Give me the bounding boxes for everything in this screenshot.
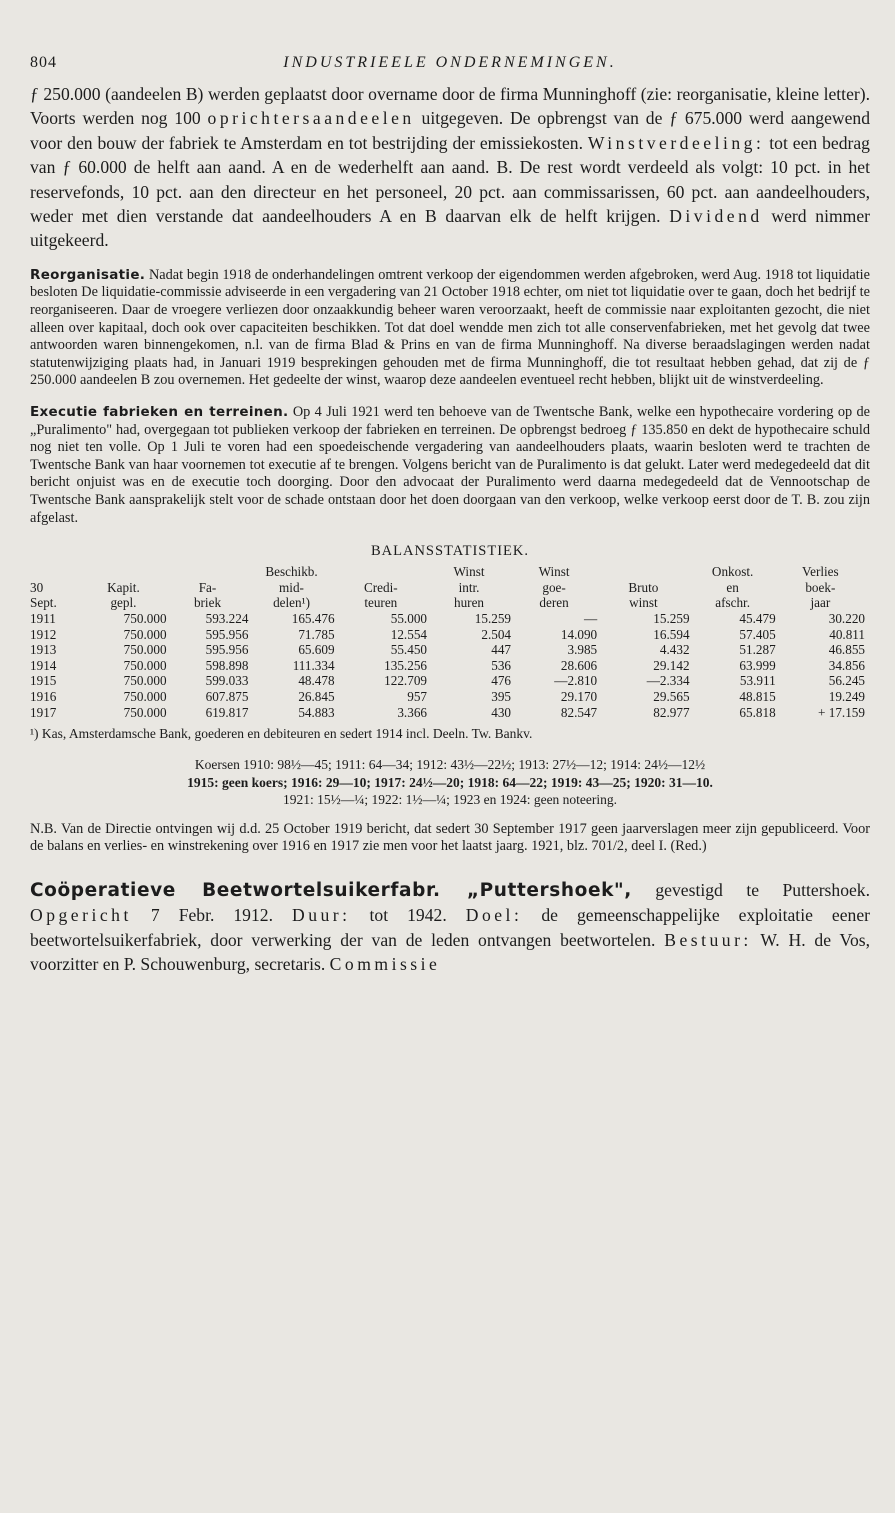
intro-text-3: tot een bedrag van ƒ 60.000 de helft aan aand. A en de wederhelft aan aand. B. De rest wordt verdeeld als volgt: 10 pct. in het reservefonds, 10 pct. aan den directeur en het personeel, 20 pct. aan commissarissen, 60 pct. aan aandeelhouders, weder met dien verstande dat aandeelhouders A en B daarvan elk de helft krijgen. <box>30 132 870 227</box>
table-cell: 63.999 <box>739 657 776 673</box>
nb-paragraph: N.B. Van de Directie ontvingen wij d.d. 25 October 1919 bericht, dat sedert 30 September 1917 geen jaarverslagen meer zijn gepubliceerd. Voor de balans en verlies- en winstrekening over 1916 en 1917 zie men voor het laatst jaarg. 1921, blz. 701/2, deel I. (Red.) <box>30 820 870 855</box>
table-header-cell: goe- <box>542 579 566 595</box>
table-header-row <box>30 595 865 611</box>
table-header-cell: Fa- <box>198 579 217 595</box>
table-cell: 29.170 <box>560 688 598 704</box>
company-text-3: tot 1942. <box>350 905 466 926</box>
table-cell: 2.504 <box>481 626 512 642</box>
balans-footnote: ¹) Kas, Amsterdamsche Bank, goederen en debiteuren en sedert 1914 incl. Deeln. Tw. Bankv. <box>30 726 533 742</box>
company-text-4: de gemeenschappelijke exploitatie eener beetwortelsuikerfabriek, door verwerking der van de leden ontvangen beetwortelen. <box>30 905 870 950</box>
intro-text-1: ƒ 250.000 (aandeelen B) werden geplaatst door overname door de firma Munninghoff (zie: reorganisatie, kleine letter). Voorts werden nog 100 <box>30 84 870 129</box>
table-cell: 165.476 <box>291 610 335 626</box>
winstverdeeling-term: Winstverdeeling: <box>587 132 765 153</box>
table-cell: 957 <box>407 688 427 704</box>
table-cell: 3.366 <box>397 704 427 720</box>
executie-paragraph <box>30 404 870 527</box>
table-cell: 65.818 <box>739 704 776 720</box>
table-header-row <box>30 564 865 580</box>
running-title: INDUSTRIEELE ONDERNEMINGEN. <box>283 54 617 71</box>
table-header-cell: Beschikb. <box>265 564 318 580</box>
table-cell: 82.977 <box>653 704 690 720</box>
table-cell: 595.956 <box>205 626 249 642</box>
table-cell: 1916 <box>30 688 57 704</box>
table-cell: 536 <box>491 657 512 673</box>
koersen-line-1: Koersen 1910: 98½—45; 1911: 64—34; 1912: 43½—22½; 1913: 27½—12; 1914: 24½—12½ <box>194 757 706 773</box>
table-row <box>30 658 865 674</box>
balans-title: BALANSSTATISTIEK. <box>370 543 530 560</box>
table-cell: 29.565 <box>653 688 690 704</box>
table-cell: 1913 <box>30 642 57 658</box>
table-cell: —2.334 <box>646 673 690 689</box>
table-cell: 395 <box>491 688 512 704</box>
table-cell: 1915 <box>30 673 57 689</box>
table-header-cell: mid- <box>279 579 304 595</box>
oprichtersaandeelen-term: oprichtersaandeelen <box>207 108 415 129</box>
table-header-cell <box>167 564 249 580</box>
table-header-cell: jaar <box>810 595 831 611</box>
company-paragraph <box>30 878 870 977</box>
table-cell: — <box>583 610 598 626</box>
table-cell: 54.883 <box>298 704 335 720</box>
reorganisatie-text: Nadat begin 1918 de onderhandelingen omtrent verkoop der eigendommen werden afgebroken, werd Aug. 1918 tot liquidatie besloten De liquidatie-commissie adviseerde in een vergadering van 21 October 1918 echter, om niet tot liquidatie over te gaan, doch het bedrijf te reorganiseeren. Daar de vroegere verliezen door onzaakkundig beheer waren veroorzaakt, heeft de commissie naar exploitanten gezocht, die niet alleen over kapitaal, doch ook over capaciteiten beschikken. Tot dat doel wendde men zich tot alle conservenfabrieken, met het gevolg dat twee antwoorden waren binnengekomen, n.l. van de firma Blad & Prins en van de firma Munninghoff. Na diverse beraadslagingen werden nadat statutenwijziging plaats had, in Januari 1919 besprekingen gehouden met de firma Munninghoff, die tot resultaat hebben gehad, dat zij de ƒ 250.000 aandeelen B zou overnemen. Het gedeelte der winst, waarop deze aandeelen eventueel recht hebben, blijkt uit de winstverdeeling. <box>30 266 870 389</box>
table-cell: 12.554 <box>390 626 427 642</box>
running-head <box>30 48 870 82</box>
table-header-cell: teuren <box>364 595 398 611</box>
table-cell: 48.478 <box>298 673 335 689</box>
table-cell: 1912 <box>30 626 57 642</box>
table-header-cell: Winst <box>453 564 485 580</box>
company-heading: Coöperatieve Beetwortelsuikerfabr. „Puttershoek", <box>30 879 632 901</box>
table-cell: 430 <box>491 704 512 720</box>
table-cell: 48.815 <box>739 688 776 704</box>
table-cell: 65.609 <box>298 642 335 658</box>
koersen-line-2: 1915: geen koers; 1916: 29—10; 1917: 24½—20; 1918: 64—22; 1919: 43—25; 1920: 31—10. <box>187 774 713 790</box>
table-cell: 122.709 <box>384 673 427 689</box>
table-cell: 19.249 <box>828 688 865 704</box>
table-cell: 750.000 <box>123 704 167 720</box>
table-row <box>30 689 865 705</box>
table-header-cell <box>30 564 80 580</box>
table-cell: 1911 <box>30 610 56 626</box>
table-cell: 593.224 <box>205 610 249 626</box>
reorganisatie-paragraph <box>30 267 870 390</box>
table-row <box>30 705 865 721</box>
koersen-block <box>30 756 870 809</box>
table-cell: 598.898 <box>205 657 249 673</box>
table-cell: 1914 <box>30 657 57 673</box>
table-cell: 14.090 <box>560 626 598 642</box>
table-header-cell: winst <box>629 595 658 611</box>
table-cell: 3.985 <box>567 642 598 658</box>
table-cell: 29.142 <box>653 657 690 673</box>
table-header-cell <box>597 564 689 580</box>
intro-paragraph <box>30 82 870 253</box>
intro-text-4: werd nimmer uitgekeerd. <box>30 206 870 251</box>
company-text-5: W. H. de Vos, voorzitter en P. Schouwenburg, secretaris. <box>30 929 870 974</box>
table-row <box>30 673 865 689</box>
executie-heading: Executie fabrieken en terreinen. <box>30 404 289 420</box>
table-header-cell: gepl. <box>110 595 137 611</box>
table-header-cell: Sept. <box>30 595 57 611</box>
table-header-cell: boek- <box>805 579 836 595</box>
table-cell: 476 <box>491 673 512 689</box>
table-cell: 15.259 <box>474 610 512 626</box>
table-header-row <box>30 580 865 596</box>
dividend-term: Dividend <box>669 206 763 227</box>
page-number: 804 <box>30 54 57 71</box>
table-row <box>30 627 865 643</box>
table-header-cell: Winst <box>538 564 570 580</box>
table-cell: 750.000 <box>123 610 167 626</box>
table-cell: 750.000 <box>123 673 167 689</box>
table-cell: —2.810 <box>554 673 598 689</box>
table-header-cell: briek <box>193 595 222 611</box>
table-header-cell: delen¹) <box>273 595 310 611</box>
company-text-1: gevestigd te Puttershoek. <box>631 879 870 900</box>
table-cell: 750.000 <box>123 642 167 658</box>
table-cell: 16.594 <box>653 626 690 642</box>
table-cell: 34.856 <box>828 657 865 673</box>
table-cell: 607.875 <box>205 688 249 704</box>
table-header-cell <box>80 564 166 580</box>
doel-term: Doel: <box>465 905 523 926</box>
table-cell: 447 <box>491 642 512 658</box>
table-header-cell: en <box>726 579 739 595</box>
table-header-cell: huren <box>453 595 485 611</box>
reorganisatie-heading: Reorganisatie. <box>30 266 146 283</box>
table-row <box>30 611 865 627</box>
table-cell: 55.000 <box>390 610 427 626</box>
table-cell: 51.287 <box>739 642 776 658</box>
commissie-term: Commissie <box>329 954 441 974</box>
table-cell: 30.220 <box>828 610 865 626</box>
page <box>30 48 870 976</box>
table-cell: 135.256 <box>384 657 427 673</box>
table-header-cell: Kapit. <box>107 579 140 595</box>
executie-text: Op 4 Juli 1921 werd ten behoeve van de Twentsche Bank, welke een hypothecaire vordering op de „Puralimento" had, overgegaan tot publieken verkoop der fabrieken en terreinen. De opbrengst bedroeg ƒ 135.850 en dekt de hypothecaire schuld nog niet ten volle. Op 1 Juli te voren had een spoedeischende vergadering van aandeelhouders plaats, waarin besloten werd te trachten de Twentsche Bank van haar voornemen tot executie af te brengen. Volgens bericht van de Puralimento is dat gelukt. Later werd medegedeeld dat dit bericht onjuist was en de executie toch doorging. Door den advocaat der Puralimento werd daarna medegedeeld dat de Vennootschap de Twentsche Bank aansprakelijk stelt voor de schade ontstaan door het doen doorgaan van den verkoop, welke verkoop eerst door de T. B. zou zijn afgelast. <box>30 404 870 526</box>
table-header-cell: intr. <box>458 579 480 595</box>
table-cell: 750.000 <box>123 626 167 642</box>
table-cell: 46.855 <box>828 642 865 658</box>
table-header-cell: afschr. <box>715 595 751 611</box>
table-cell: 40.811 <box>829 626 865 642</box>
table-header-cell: deren <box>539 595 569 611</box>
opgericht-term: Opgericht <box>30 905 132 926</box>
duur-term: Duur: <box>291 905 351 926</box>
table-header-cell: Bruto <box>628 579 659 595</box>
table-cell: 619.817 <box>205 704 249 720</box>
table-row <box>30 642 865 658</box>
balans-table <box>30 564 865 720</box>
table-cell: 53.911 <box>739 673 776 689</box>
table-cell: 71.785 <box>298 626 335 642</box>
table-cell: 1917 <box>30 704 57 720</box>
table-cell: + 17.159 <box>818 704 865 720</box>
table-cell: 15.259 <box>653 610 690 626</box>
table-cell: 45.479 <box>739 610 776 626</box>
table-header-cell: 30 <box>30 579 44 595</box>
table-cell: 595.956 <box>205 642 249 658</box>
table-cell: 26.845 <box>298 688 335 704</box>
intro-text-2: uitgegeven. De opbrengst van de ƒ 675.000 werd aangewend voor den bouw der fabriek te Amsterdam en tot bestrijding der emissiekosten. <box>30 108 871 153</box>
table-cell: 56.245 <box>828 673 865 689</box>
bestuur-term: Bestuur: <box>664 929 752 950</box>
table-header-cell <box>335 564 427 580</box>
company-text-2: 7 Febr. 1912. <box>131 905 292 926</box>
table-cell: 4.432 <box>659 642 690 658</box>
table-header-cell: Credi- <box>363 579 398 595</box>
table-header-cell: Onkost. <box>711 564 754 580</box>
table-cell: 599.033 <box>205 673 249 689</box>
table-cell: 55.450 <box>390 642 427 658</box>
table-cell: 750.000 <box>123 657 167 673</box>
table-header-cell: Verlies <box>802 564 839 580</box>
koersen-line-3: 1921: 15½—¼; 1922: 1½—¼; 1923 en 1924: geen noteering. <box>282 792 618 808</box>
table-cell: 82.547 <box>560 704 598 720</box>
table-cell: 750.000 <box>123 688 167 704</box>
table-cell: 28.606 <box>560 657 598 673</box>
table-cell: 57.405 <box>739 626 776 642</box>
table-cell: 111.334 <box>292 657 335 673</box>
